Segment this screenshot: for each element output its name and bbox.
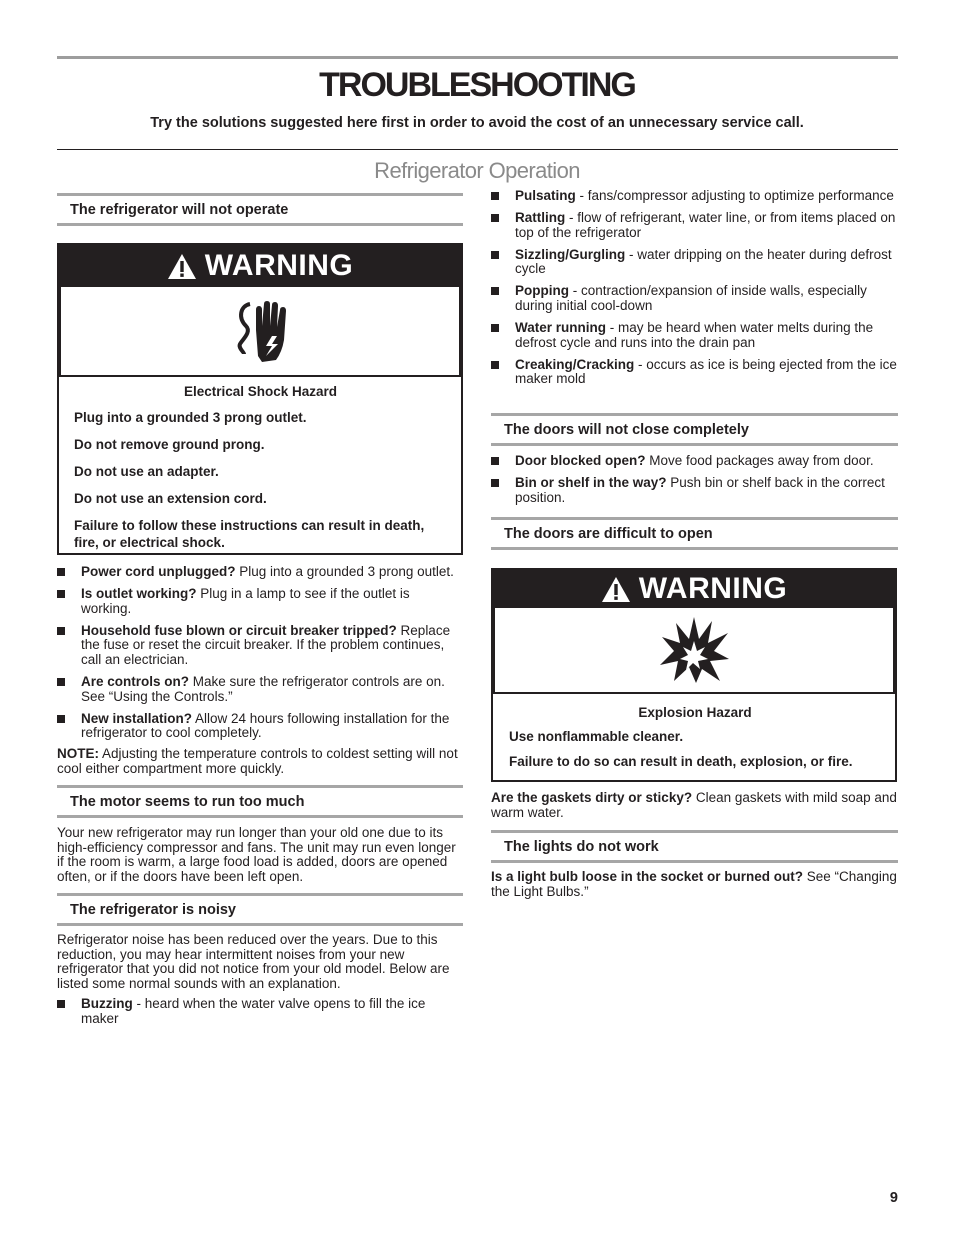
list-item: Buzzing - heard when the water valve opens to fill the ice maker [57,997,463,1026]
noisy-list [57,997,463,1034]
gasket-paragraph: Are the gaskets dirty or sticky? Clean gaskets with mild soap and warm water. [491,790,897,820]
noise-types-list [491,189,898,395]
list-item: Are controls on? Make sure the refrigerator controls are on. See “Using the Controls.” [57,675,463,704]
motor-paragraph: Your new refrigerator may run longer than your old one due to its high-efficiency compressor and fans. The unit may run even longer if the room is warm, a large food load is added, doors are opened often, or if the doors have been left open. [57,825,456,884]
list-item: New installation? Allow 24 hours following installation for the refrigerator to cool completely. [57,712,463,741]
explosion-icon [493,608,895,692]
heading-motor-runs: The motor seems to run too much [57,785,463,818]
electrical-shock-hand-icon [59,287,461,375]
heading-doors-not-close: The doors will not close completely [491,413,898,446]
not-operate-list [57,565,463,748]
warning-triangle-icon [167,253,197,280]
section-title: Refrigerator Operation [374,158,580,183]
intro-text: Try the solutions suggested here first in order to avoid the cost of an unnecessary service call. [150,115,804,131]
warning-line: Failure to do so can result in death, explosion, or fire. [509,754,853,769]
warning-triangle-icon [601,576,631,603]
list-item: Power cord unplugged? Plug into a grounded 3 prong outlet. [57,565,463,580]
hazard-title: Electrical Shock Hazard [183,384,338,399]
list-item: Bin or shelf in the way? Push bin or shelf back in the correct position. [491,476,898,505]
warning-header [493,570,895,608]
warning-line: Do not use an extension cord. [74,491,267,506]
warning-line: Failure to follow these instructions can result in death, fire, or electrical shock. [74,518,425,550]
heading-noisy: The refrigerator is noisy [57,893,463,926]
list-item: Water running - may be heard when water melts during the defrost cycle and runs into the drain pan [491,321,898,350]
explosion-warning-box [491,568,897,782]
heading-doors-difficult: The doors are difficult to open [491,517,898,550]
list-item: Creaking/Cracking - occurs as ice is being ejected from the ice maker mold [491,358,898,387]
electrical-warning-body [59,377,461,551]
list-item: Household fuse blown or circuit breaker tripped? Replace the fuse or reset the circuit breaker. If the problem continues, call an electrician. [57,624,463,668]
top-rule [57,56,898,59]
lights-paragraph: Is a light bulb loose in the socket or burned out? See “Changing the Light Bulbs.” [491,869,897,899]
electrical-warning-box [57,243,463,555]
warning-line: Plug into a grounded 3 prong outlet. [74,410,307,425]
list-item: Pulsating - fans/compressor adjusting to optimize performance [491,189,898,204]
doors-close-list [491,454,898,513]
note-paragraph: NOTE: Adjusting the temperature controls to coldest setting will not cool either compartment more quickly. [57,746,458,776]
list-item: Sizzling/Gurgling - water dripping on the heater during defrost cycle [491,248,898,277]
hazard-title: Explosion Hazard [638,705,752,720]
warning-line: Use nonflammable cleaner. [509,729,684,744]
explosion-warning-body [493,694,895,770]
header-divider [57,149,898,150]
warning-header [59,245,461,287]
warning-label: WARNING [204,249,354,282]
list-item: Rattling - flow of refrigerant, water line, or from items placed on top of the refrigerator [491,211,898,240]
list-item: Popping - contraction/expansion of inside walls, especially during initial cool-down [491,284,898,313]
heading-lights: The lights do not work [491,830,898,863]
list-item: Door blocked open? Move food packages away from door. [491,454,898,469]
warning-label: WARNING [638,572,788,605]
page-title: TROUBLESHOOTING [319,66,635,104]
warning-line: Do not use an adapter. [74,464,219,479]
noisy-paragraph: Refrigerator noise has been reduced over the years. Due to this reduction, you may hear intermittent noises from your new refrigerator that you did not notice from your old model. Below are listed some normal sounds with an explanation. [57,932,450,991]
heading-will-not-operate: The refrigerator will not operate [57,193,463,226]
list-item: Is outlet working? Plug in a lamp to see if the outlet is working. [57,587,463,616]
page-number: 9 [889,1190,898,1206]
warning-line: Do not remove ground prong. [74,437,265,452]
